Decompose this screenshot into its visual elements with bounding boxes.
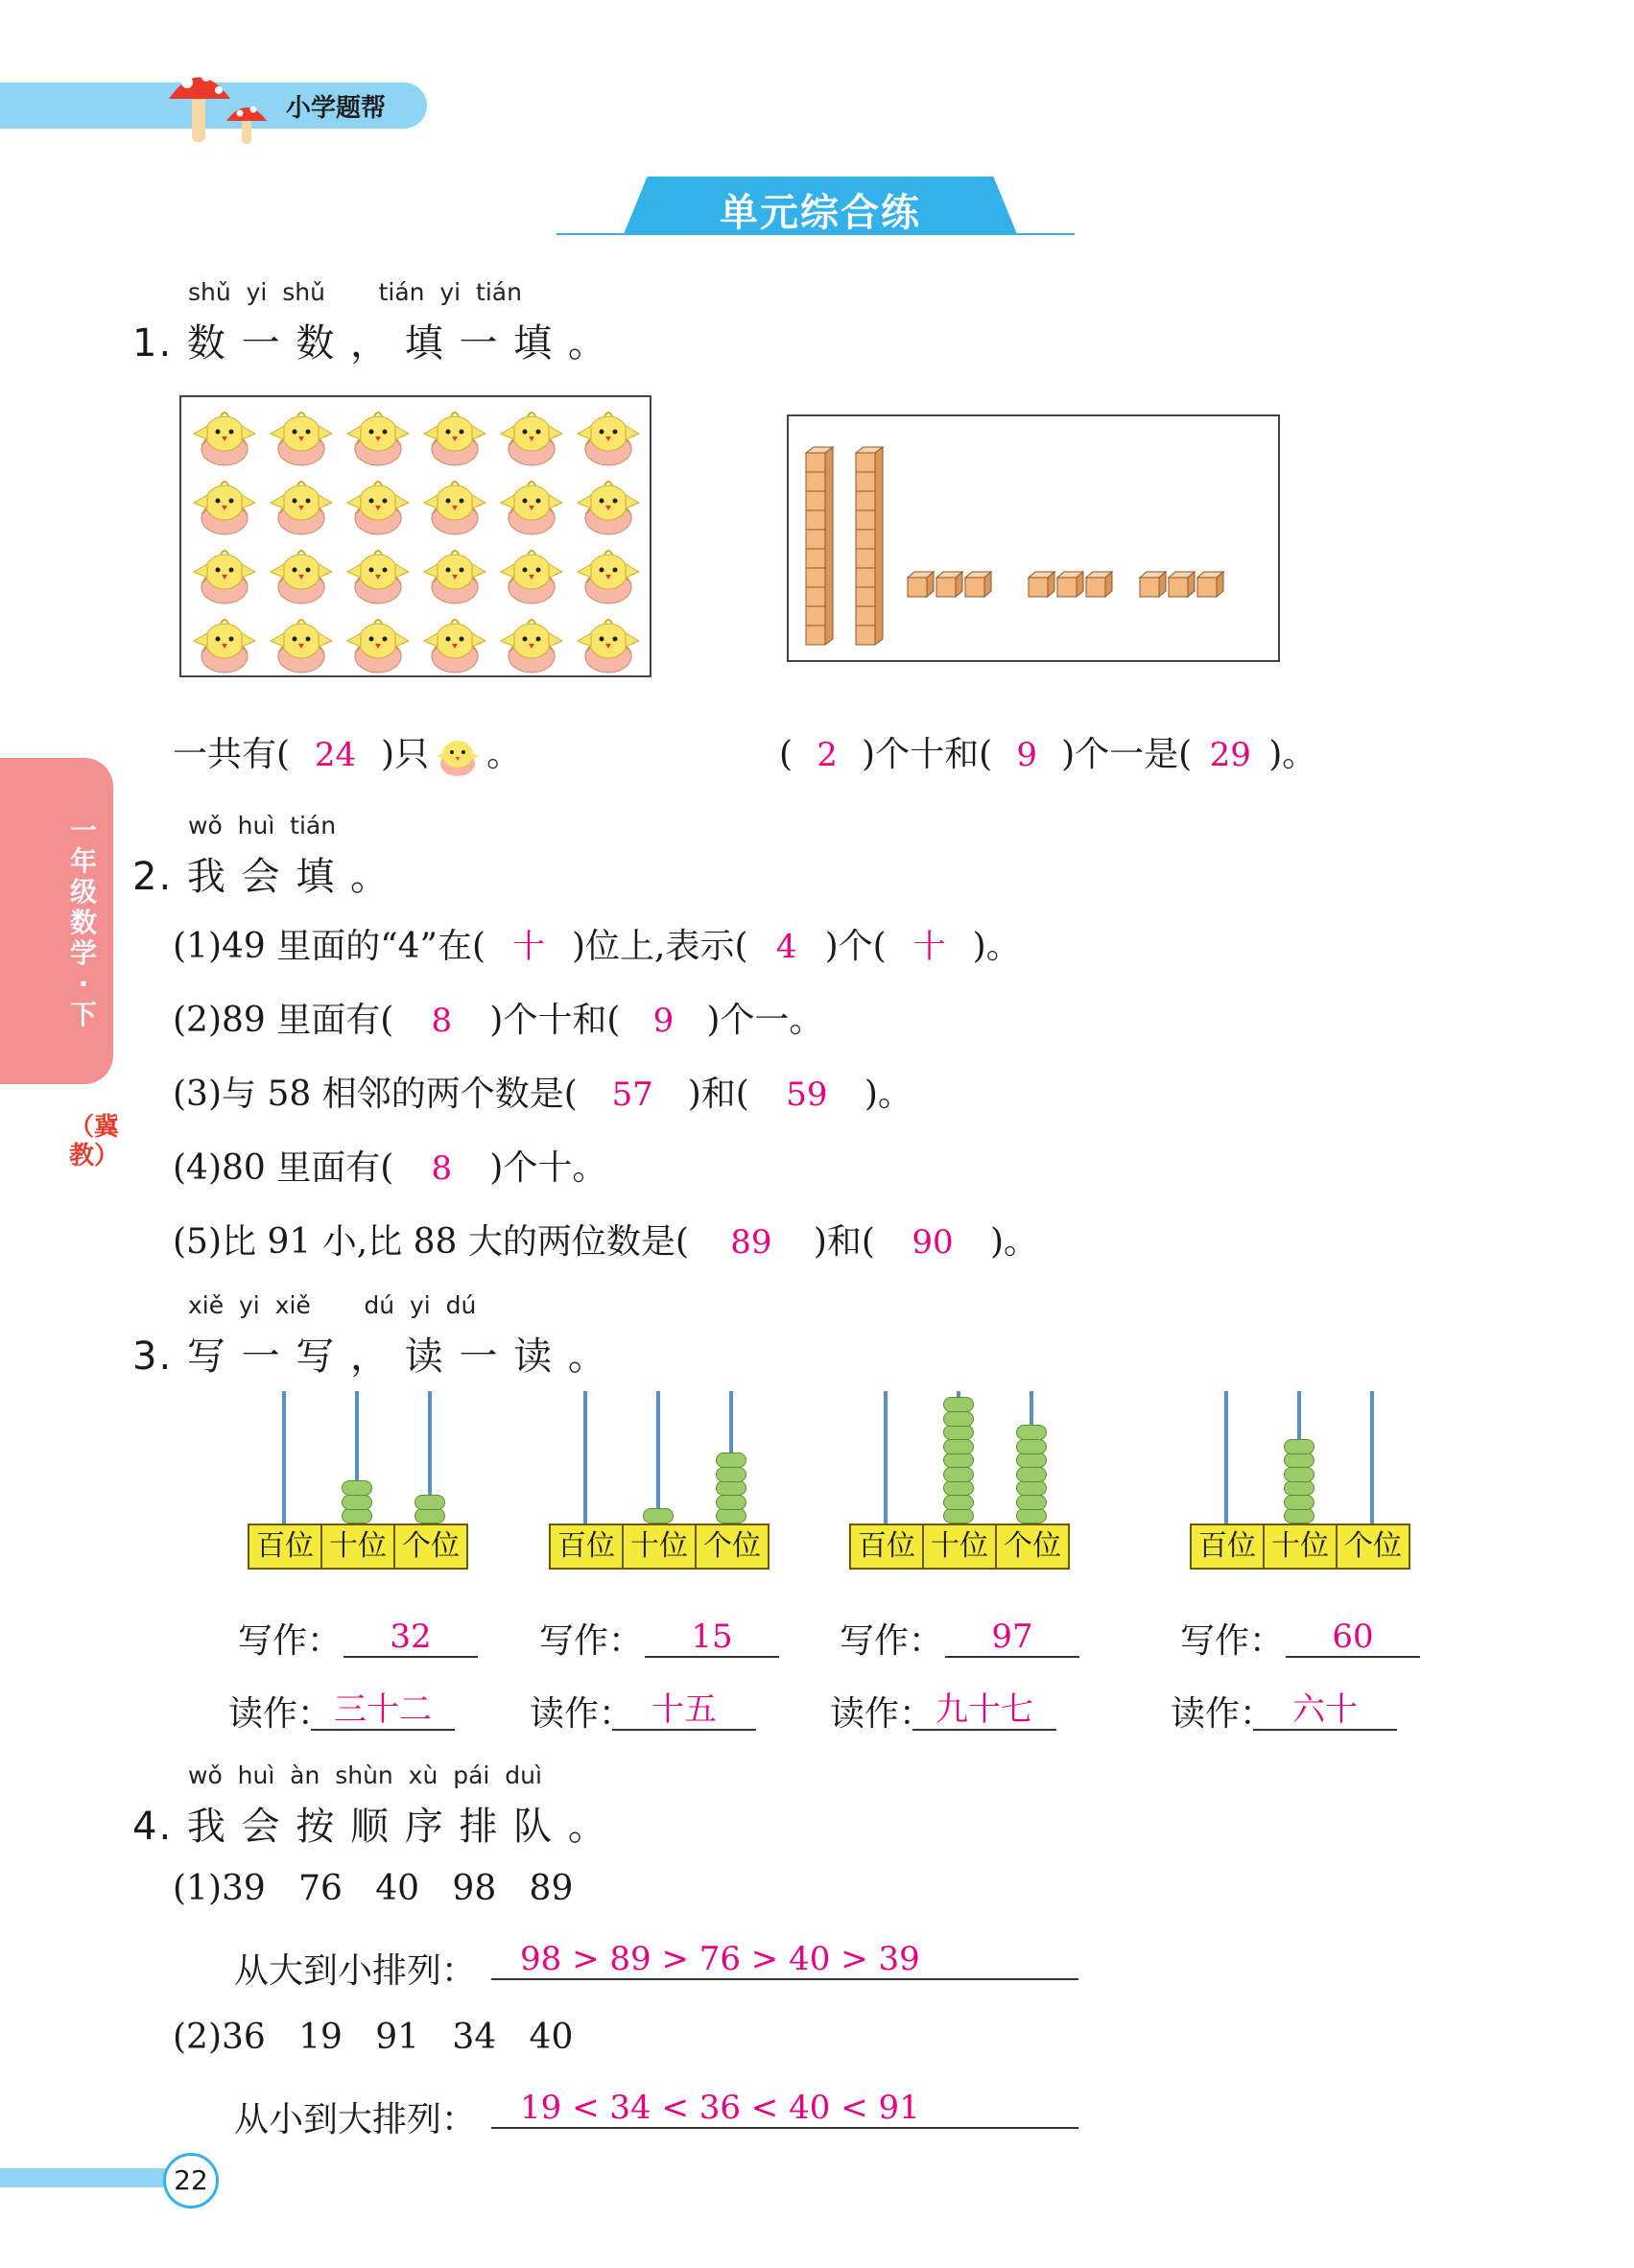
abacus-bead bbox=[943, 1467, 974, 1482]
q1-left-answer-line bbox=[173, 727, 521, 777]
chick bbox=[418, 405, 491, 472]
q2-item-5 bbox=[173, 1215, 1038, 1264]
rod-unit bbox=[806, 549, 825, 568]
ones-label: 个位 bbox=[402, 1529, 460, 1563]
q4-item-2-answer: 19 < 34 < 36 < 40 < 91 bbox=[491, 2089, 1078, 2129]
tens-label: 十位 bbox=[1265, 1525, 1338, 1568]
rod-unit bbox=[856, 587, 875, 606]
chick bbox=[342, 474, 414, 541]
hundreds-label: 百位 bbox=[851, 1525, 924, 1568]
q4-pinyin: wǒ huì àn shùn xù pái duì bbox=[188, 1761, 542, 1789]
abacus-bead bbox=[943, 1495, 974, 1510]
chick bbox=[418, 543, 491, 610]
q2-2-text-3: )个一。 bbox=[706, 1001, 824, 1040]
one-cube bbox=[936, 572, 962, 597]
q1-left-suffix: )只 bbox=[381, 735, 430, 774]
abacus-bead bbox=[943, 1480, 974, 1496]
chick bbox=[572, 543, 645, 610]
chick bbox=[495, 405, 568, 472]
abacus-bead bbox=[342, 1508, 372, 1524]
q1-title: 数 一 数 ， 填 一 填 。 bbox=[186, 321, 608, 366]
cube-face bbox=[908, 578, 927, 597]
abacus-bead bbox=[1016, 1439, 1047, 1454]
chick bbox=[495, 474, 568, 541]
one-cube bbox=[1029, 572, 1054, 597]
abacus-bead bbox=[1016, 1508, 1047, 1524]
q2-item-4 bbox=[173, 1141, 606, 1190]
q2-5-answer-1: 89 bbox=[730, 1223, 772, 1262]
q4-number: 4. bbox=[132, 1805, 174, 1849]
q4-item-1-label: 从大到小排列： bbox=[234, 1951, 477, 1991]
hundreds-label: 百位 bbox=[551, 1525, 624, 1568]
rod-unit bbox=[856, 549, 875, 568]
q2-2-text-2: )个十和( bbox=[489, 1001, 621, 1040]
q1-ones-answer: 9 bbox=[1016, 736, 1037, 774]
abacus-bead bbox=[342, 1495, 372, 1510]
q1-right-text-1: ( bbox=[779, 735, 793, 774]
chick bbox=[265, 612, 338, 679]
abacus-bead bbox=[943, 1411, 974, 1427]
rod-unit bbox=[806, 626, 825, 645]
rod-unit bbox=[806, 530, 825, 549]
rod-unit bbox=[806, 491, 825, 510]
cube-face bbox=[1057, 578, 1077, 597]
q2-5-text-1: (5)比 91 小,比 88 大的两位数是( bbox=[173, 1222, 689, 1262]
rod-unit bbox=[856, 472, 875, 491]
abacus-bead bbox=[1284, 1467, 1314, 1482]
q1-total-answer: 29 bbox=[1209, 736, 1251, 774]
q1-right-answer-line bbox=[779, 727, 1316, 776]
block-face bbox=[825, 447, 833, 645]
hundreds-label: 百位 bbox=[249, 1525, 322, 1568]
rod-unit bbox=[856, 606, 875, 626]
chick bbox=[572, 474, 645, 541]
write-label: 写作： bbox=[1180, 1621, 1285, 1661]
written-number: 15 bbox=[645, 1618, 779, 1658]
rod-unit bbox=[856, 510, 875, 530]
footer-bar bbox=[0, 2168, 187, 2187]
chick bbox=[188, 405, 261, 472]
rod-unit bbox=[806, 587, 825, 606]
abacus-bead bbox=[716, 1495, 746, 1510]
q2-number: 2. bbox=[132, 855, 174, 899]
chick bbox=[188, 543, 261, 610]
cube-face bbox=[1140, 578, 1159, 597]
tens-label: 十位 bbox=[322, 1525, 395, 1568]
hundreds-rod bbox=[282, 1391, 286, 1524]
read-label: 读作： bbox=[530, 1694, 634, 1734]
q2-1-text-1: (1)49 里面的“4”在( bbox=[173, 927, 486, 966]
q4-item-2-label: 从小到大排列： bbox=[234, 2100, 477, 2139]
abacus-bead bbox=[716, 1467, 746, 1482]
chick bbox=[495, 612, 568, 679]
block-face bbox=[875, 447, 883, 645]
tens-label: 十位 bbox=[624, 1525, 697, 1568]
abacus-bead bbox=[943, 1439, 974, 1454]
q2-3-text-3: )。 bbox=[864, 1075, 912, 1114]
q2-pinyin: wǒ huì tián bbox=[188, 812, 337, 839]
abacus-bead bbox=[1016, 1425, 1047, 1440]
q2-3-text-1: (3)与 58 相邻的两个数是( bbox=[173, 1075, 578, 1114]
chick bbox=[188, 474, 261, 541]
q2-5-answer-2: 90 bbox=[912, 1223, 954, 1262]
brand-name: 小学题帮 bbox=[286, 94, 387, 123]
q2-title: 我 会 填 。 bbox=[186, 855, 391, 899]
side-tab-grade: 一年级数学·下 bbox=[69, 815, 97, 1030]
q2-1-text-2: )位上,表示( bbox=[572, 927, 748, 966]
q2-4-text-1: (4)80 里面有( bbox=[173, 1148, 394, 1188]
abacus-bead bbox=[1016, 1467, 1047, 1482]
abacus-bead bbox=[1284, 1495, 1314, 1510]
chick bbox=[342, 543, 414, 610]
rod-unit bbox=[806, 472, 825, 491]
read-label: 读作： bbox=[1171, 1694, 1275, 1734]
chick bbox=[495, 543, 568, 610]
q3-number: 3. bbox=[132, 1335, 174, 1379]
rod-unit bbox=[856, 626, 875, 645]
rod-unit bbox=[856, 491, 875, 510]
q1-left-end: 。 bbox=[486, 735, 522, 774]
q2-1-text-4: )。 bbox=[972, 927, 1021, 966]
hundreds-rod bbox=[583, 1391, 587, 1524]
mushroom-logo bbox=[163, 56, 278, 152]
q3-title: 写 一 写 ， 读 一 读 。 bbox=[186, 1335, 608, 1379]
q2-3-text-2: )和( bbox=[687, 1075, 749, 1114]
q2-5-text-2: )和( bbox=[813, 1222, 875, 1262]
place-value-labels bbox=[1190, 1524, 1410, 1570]
place-value-labels bbox=[849, 1524, 1070, 1570]
abacus-bead bbox=[943, 1508, 974, 1524]
cube-face bbox=[1197, 578, 1217, 597]
rod-unit bbox=[856, 568, 875, 587]
tens-label: 十位 bbox=[924, 1525, 997, 1568]
ones-label: 个位 bbox=[703, 1529, 761, 1563]
write-label: 写作： bbox=[238, 1621, 343, 1661]
one-cube bbox=[1057, 572, 1083, 597]
ones-label: 个位 bbox=[1004, 1529, 1061, 1563]
q2-2-answer-2: 9 bbox=[652, 1002, 675, 1040]
q2-2-answer-1: 8 bbox=[431, 1002, 453, 1040]
chick bbox=[265, 543, 338, 610]
abacus-bead bbox=[643, 1508, 674, 1524]
q1-heading bbox=[132, 313, 608, 367]
q1-pinyin: shǔ yi shǔ tián yi tián bbox=[188, 278, 522, 306]
written-number: 32 bbox=[343, 1618, 478, 1658]
q2-4-answer-1: 8 bbox=[431, 1149, 453, 1188]
rod-unit bbox=[856, 453, 875, 472]
abacus-bead bbox=[342, 1480, 372, 1496]
abacus-bead bbox=[716, 1480, 746, 1496]
q2-1-text-3: )个( bbox=[824, 927, 887, 966]
one-cube bbox=[965, 572, 991, 597]
written-number: 97 bbox=[945, 1618, 1079, 1658]
q1-right-text-4: )。 bbox=[1268, 735, 1317, 774]
tens-rod bbox=[656, 1391, 660, 1524]
q2-item-3 bbox=[173, 1067, 912, 1116]
abacus-bead bbox=[1016, 1495, 1047, 1510]
q4-title: 我 会 按 顺 序 排 队 。 bbox=[186, 1805, 608, 1849]
one-cube bbox=[1086, 572, 1112, 597]
q1-tens-answer: 2 bbox=[817, 736, 838, 774]
hundreds-rod bbox=[1224, 1391, 1228, 1524]
rod-unit bbox=[806, 606, 825, 626]
written-number: 60 bbox=[1286, 1618, 1420, 1658]
abacus-bead bbox=[1284, 1480, 1314, 1496]
cube-face bbox=[936, 578, 956, 597]
chick bbox=[342, 612, 414, 679]
abacus-bead bbox=[1016, 1453, 1047, 1468]
read-number: 九十七 bbox=[912, 1690, 1056, 1731]
abacus-bead bbox=[414, 1508, 445, 1524]
place-value-labels bbox=[549, 1524, 770, 1570]
one-cube bbox=[1197, 572, 1223, 597]
rod-unit bbox=[806, 453, 825, 472]
read-number: 六十 bbox=[1253, 1690, 1397, 1731]
q1-right-text-2: )个十和( bbox=[862, 735, 993, 774]
chick bbox=[265, 474, 338, 541]
abacus-bead bbox=[716, 1508, 746, 1524]
q2-item-1 bbox=[173, 919, 1021, 968]
ones-label: 个位 bbox=[1344, 1529, 1402, 1563]
chick bbox=[188, 612, 261, 679]
cube-face bbox=[965, 578, 984, 597]
place-value-labels bbox=[248, 1524, 468, 1570]
chick bbox=[418, 474, 491, 541]
q4-item-1-answer: 98 > 89 > 76 > 40 > 39 bbox=[491, 1940, 1078, 1980]
chick-icon bbox=[429, 737, 486, 777]
ones-rod bbox=[1370, 1391, 1374, 1524]
q3-heading bbox=[132, 1326, 608, 1381]
q2-3-answer-1: 57 bbox=[611, 1075, 653, 1114]
one-cube bbox=[1169, 572, 1195, 597]
abacus-bead bbox=[943, 1453, 974, 1468]
side-tab-edition: （冀教） bbox=[69, 1113, 120, 1170]
abacus-bead bbox=[943, 1397, 974, 1412]
chick bbox=[265, 405, 338, 472]
one-cube bbox=[908, 572, 934, 597]
q1-left-text: 一共有( bbox=[173, 735, 291, 774]
abacus-bead bbox=[1284, 1508, 1314, 1524]
abacus-bead bbox=[414, 1495, 445, 1510]
one-cube bbox=[1140, 572, 1166, 597]
chick bbox=[418, 612, 491, 679]
hundreds-label: 百位 bbox=[1192, 1525, 1265, 1568]
rod-unit bbox=[856, 530, 875, 549]
q2-1-answer-1: 十 bbox=[512, 928, 546, 966]
cube-face bbox=[1029, 578, 1048, 597]
abacus-bead bbox=[716, 1453, 746, 1468]
read-number: 十五 bbox=[612, 1690, 756, 1731]
page-number: 22 bbox=[163, 2153, 219, 2209]
q4-heading bbox=[132, 1796, 608, 1851]
read-label: 读作： bbox=[228, 1694, 333, 1734]
q2-3-answer-2: 59 bbox=[786, 1075, 828, 1114]
write-label: 写作： bbox=[840, 1621, 944, 1661]
q3-pinyin: xiě yi xiě dú yi dú bbox=[188, 1291, 477, 1319]
abacus-bead bbox=[1016, 1480, 1047, 1496]
read-number: 三十二 bbox=[311, 1690, 455, 1731]
q4-item-1-numbers: (1)39 76 40 98 89 bbox=[173, 1869, 574, 1908]
q2-2-text-1: (2)89 里面有( bbox=[173, 1001, 394, 1040]
rod-unit bbox=[806, 568, 825, 587]
cube-face bbox=[1169, 578, 1188, 597]
chick bbox=[572, 612, 645, 679]
q2-1-answer-3: 十 bbox=[912, 928, 946, 966]
q2-1-answer-2: 4 bbox=[775, 928, 797, 966]
read-label: 读作： bbox=[830, 1694, 935, 1734]
cube-face bbox=[1086, 578, 1105, 597]
hundreds-rod bbox=[884, 1391, 888, 1524]
q1-left-answer: 24 bbox=[314, 736, 357, 774]
write-label: 写作： bbox=[539, 1621, 644, 1661]
q4-item-2-numbers: (2)36 19 91 34 40 bbox=[173, 2018, 574, 2057]
base-ten-blocks bbox=[789, 416, 1276, 656]
abacus-bead bbox=[1284, 1439, 1314, 1454]
q2-heading bbox=[132, 846, 391, 901]
q1-right-text-3: )个一是( bbox=[1061, 735, 1193, 774]
banner-title: 单元综合练 bbox=[720, 191, 921, 235]
q1-number: 1. bbox=[132, 321, 174, 366]
abacus-bead bbox=[1284, 1453, 1314, 1468]
q2-4-text-2: )个十。 bbox=[489, 1148, 607, 1188]
q2-item-2 bbox=[173, 993, 823, 1042]
ten-rod bbox=[856, 447, 883, 645]
rod-unit bbox=[806, 510, 825, 530]
chick bbox=[342, 405, 414, 472]
chick bbox=[572, 405, 645, 472]
abacus-bead bbox=[943, 1425, 974, 1440]
q2-5-text-3: )。 bbox=[989, 1222, 1039, 1262]
ten-rod bbox=[806, 447, 833, 645]
